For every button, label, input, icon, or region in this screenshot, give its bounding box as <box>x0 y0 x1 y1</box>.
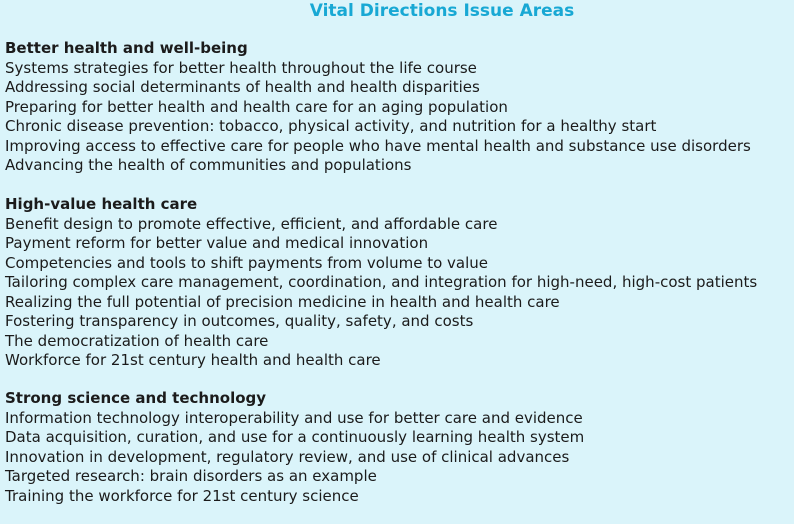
list-item: Improving access to effective care for people who have mental health and substance use disorders <box>5 136 751 155</box>
list-item: Targeted research: brain disorders as an example <box>5 467 377 485</box>
section-science-technology <box>5 389 790 506</box>
list-item: Workforce for 21st century health and health care <box>5 351 381 369</box>
section-heading: Better health and well-being <box>5 39 248 57</box>
section-high-value-care <box>5 195 790 371</box>
list-item: Innovation in development, regulatory review, and use of clinical advances <box>5 447 570 466</box>
list-item: Payment reform for better value and medical innovation <box>5 234 429 252</box>
list-item: Advancing the health of communities and populations <box>5 156 412 174</box>
list-item: Realizing the full potential of precision medicine in health and health care <box>5 292 560 311</box>
page-title: Vital Directions Issue Areas <box>309 1 575 21</box>
list-item: Chronic disease prevention: tobacco, physical activity, and nutrition for a healthy start <box>5 117 657 135</box>
list-item: Training the workforce for 21st century science <box>5 486 359 505</box>
list-item: Information technology interoperability and use for better care and evidence <box>5 408 583 427</box>
section-item-list <box>5 59 790 176</box>
list-item: Addressing social determinants of health and health disparities <box>5 78 480 96</box>
list-item: Benefit design to promote effective, efficient, and affordable care <box>5 214 498 233</box>
section-heading: Strong science and technology <box>5 389 267 407</box>
list-item: Data acquisition, curation, and use for a continuously learning health system <box>5 428 585 446</box>
section-heading: High-value health care <box>5 195 198 213</box>
list-item: Tailoring complex care management, coordination, and integration for high-need, high-cost patients <box>5 273 758 291</box>
list-item: Fostering transparency in outcomes, quality, safety, and costs <box>5 312 474 330</box>
section-better-health <box>5 39 790 176</box>
list-item: Competencies and tools to shift payments from volume to value <box>5 253 489 272</box>
list-item: Preparing for better health and health care for an aging population <box>5 97 508 116</box>
list-item: Systems strategies for better health throughout the life course <box>5 58 477 77</box>
list-item: The democratization of health care <box>5 331 269 350</box>
section-item-list <box>5 409 790 507</box>
section-item-list <box>5 215 790 371</box>
